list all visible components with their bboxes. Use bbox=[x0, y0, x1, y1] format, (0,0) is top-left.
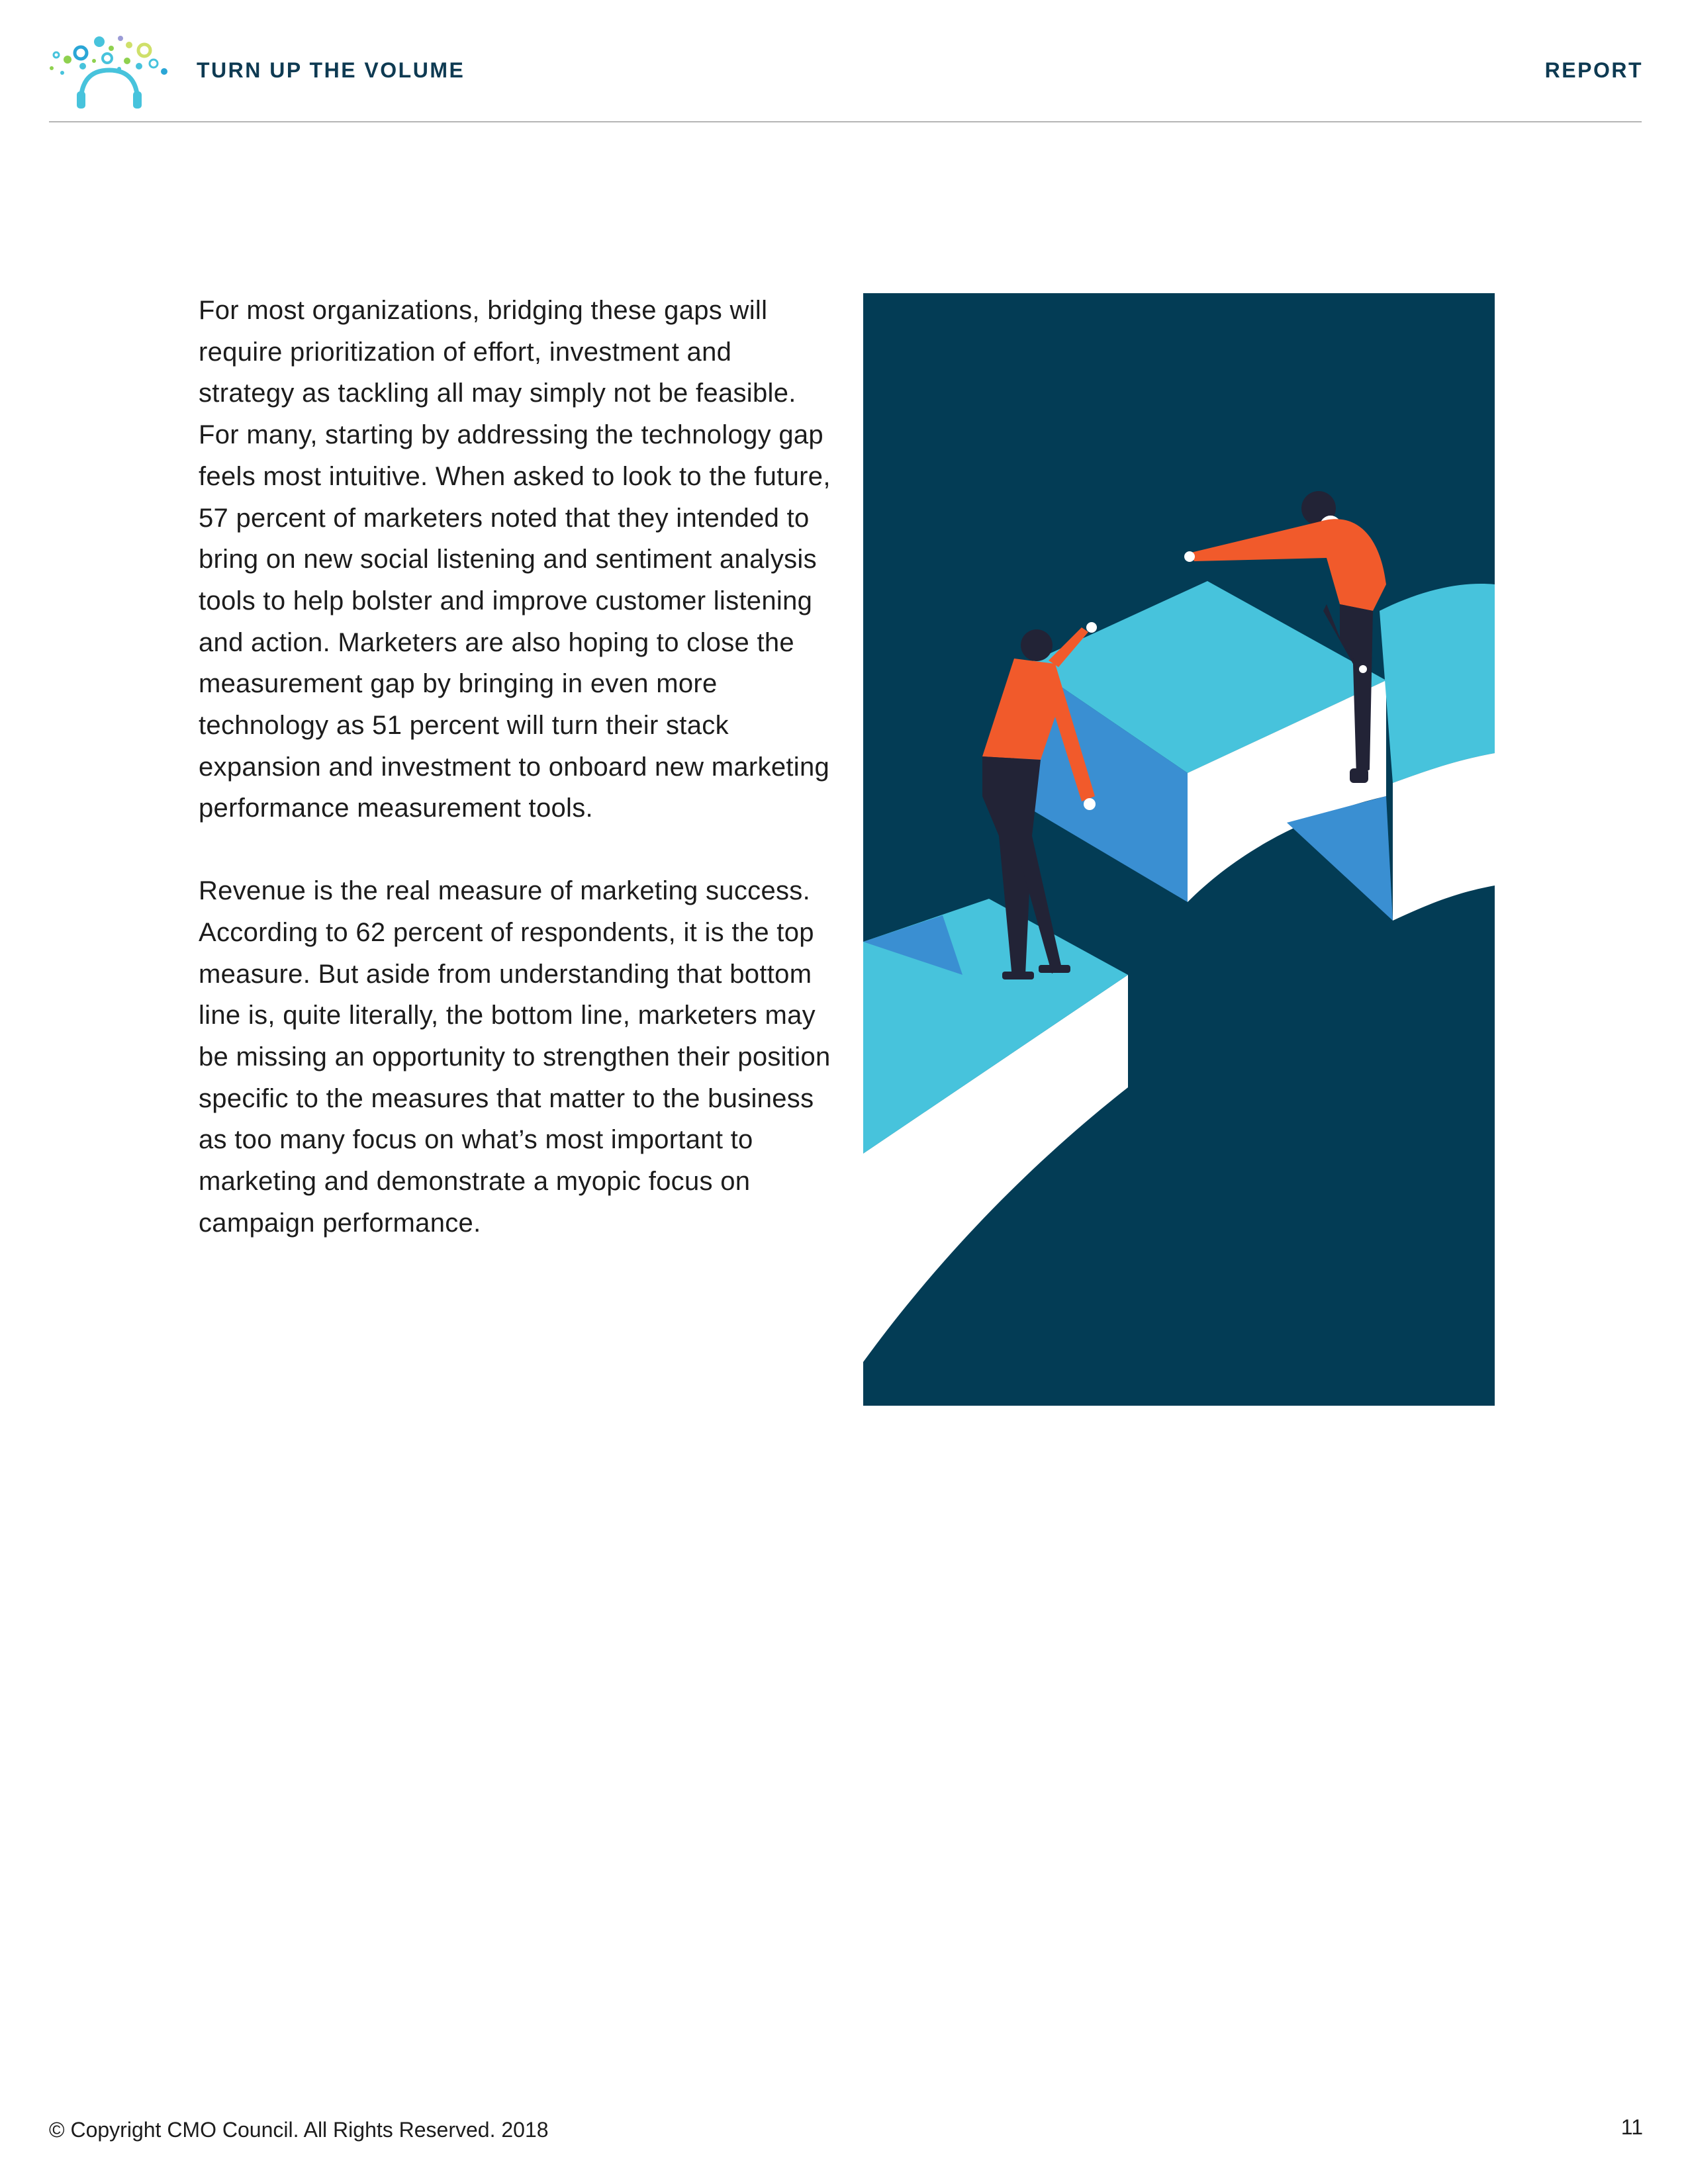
body-text bbox=[199, 290, 834, 1285]
headphones-bubbles-logo-icon bbox=[46, 32, 172, 111]
header-divider bbox=[49, 121, 1642, 122]
report-title: TURN UP THE VOLUME bbox=[197, 58, 465, 82]
bridging-gap-illustration bbox=[863, 293, 1495, 1406]
copyright-notice: © Copyright CMO Council. All Rights Reserved. 2018 bbox=[49, 2118, 549, 2142]
section-label: REPORT bbox=[1544, 58, 1643, 82]
paragraph: Revenue is the real measure of marketing success. According to 62 percent of respondents, it is the top measure. But aside from understanding that bottom line is, quite literally, the bottom line, marketers may be missing an opportunity to strengthen their position specific to the measures that matter to the business as too many focus on what’s most important to marketing and demonstrate a myopic focus on campaign performance. bbox=[199, 876, 831, 1238]
page-number: 11 bbox=[1620, 2115, 1643, 2139]
paragraph: For most organizations, bridging these gaps will require prioritization of effort, investment and strategy as tackling all may simply not be feasible. For many, starting by addressing the technology gap feels most intuitive. When asked to look to the future, 57 percent of marketers noted that they intended to bring on new social listening and sentiment analysis tools to help bolster and improve customer listening and action. Marketers are also hoping to close the measurement gap by bringing in even more technology as 51 percent will turn their stack expansion and investment to onboard new marketing performance measurement tools. bbox=[199, 296, 831, 823]
